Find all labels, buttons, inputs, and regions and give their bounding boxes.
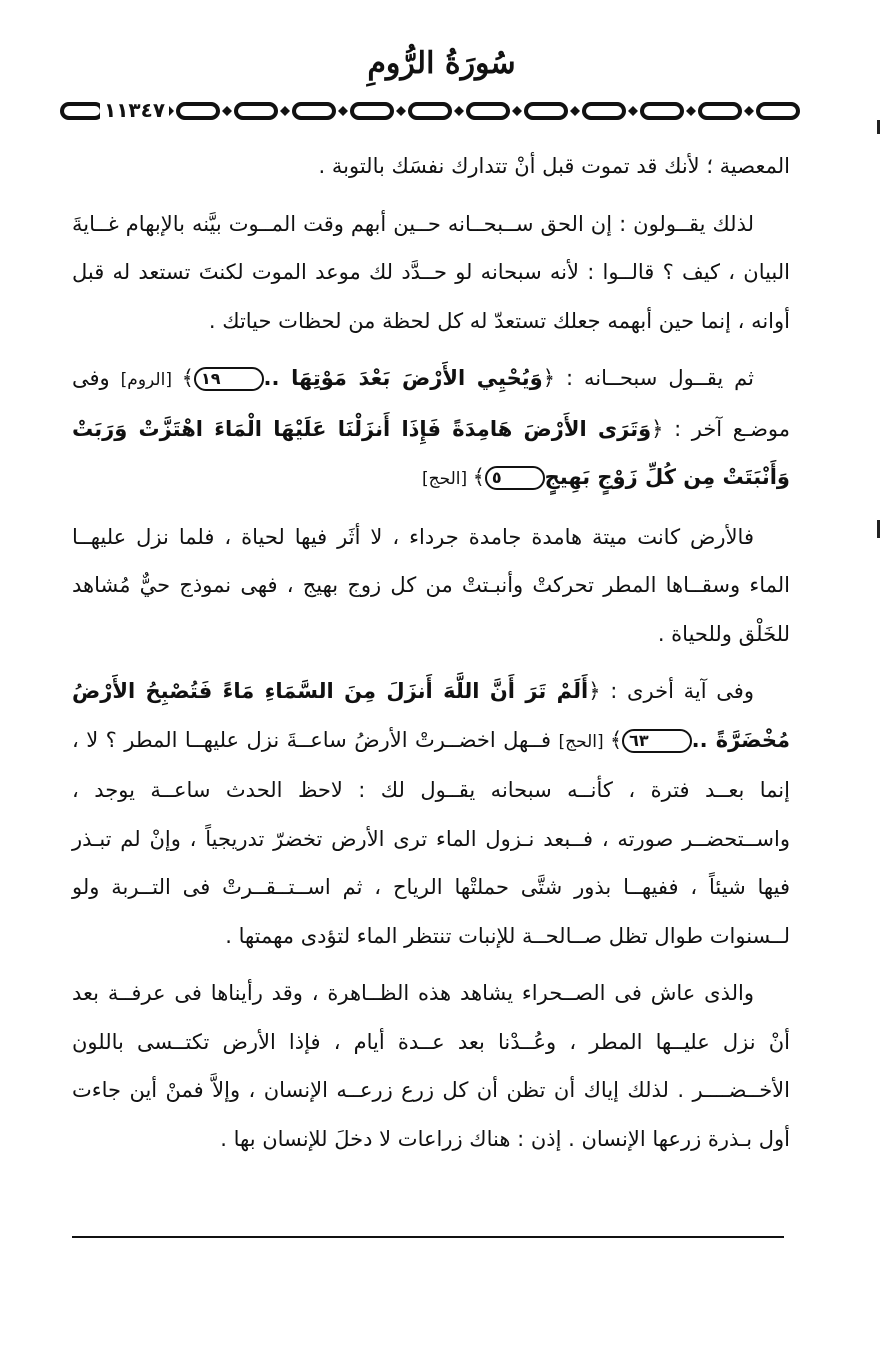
chain-link bbox=[410, 104, 450, 118]
paragraph bbox=[72, 354, 790, 504]
chain-diamond bbox=[396, 106, 406, 116]
paragraph bbox=[72, 969, 790, 1163]
chain-link bbox=[642, 104, 682, 118]
chain-diamond bbox=[570, 106, 580, 116]
chain-link bbox=[62, 104, 102, 118]
chain-link bbox=[526, 104, 566, 118]
chain-diamond bbox=[280, 106, 290, 116]
ornamental-header-rule bbox=[58, 96, 803, 126]
chain-diamond bbox=[222, 106, 232, 116]
verse-number: ٦٣ bbox=[622, 729, 692, 753]
chain-link bbox=[352, 104, 392, 118]
chain-link bbox=[700, 104, 740, 118]
paragraph bbox=[72, 667, 790, 960]
verse-bracket: ﴿ bbox=[542, 366, 555, 390]
chain-diamond bbox=[628, 106, 638, 116]
chain-link bbox=[758, 104, 798, 118]
quran-verse: وَتَرَى الأَرْضَ هَامِدَةً فَإِذَا أَنزَلْنَا عَلَيْهَا الْمَاءَ اهْتَزَّتْ وَرَبَتْ وَأَنْبَتَتْ مِن كُلِّ زَوْجٍ بَهِيجٍ bbox=[72, 416, 790, 489]
chain-link bbox=[468, 104, 508, 118]
paragraph bbox=[72, 200, 790, 346]
chain-link bbox=[294, 104, 334, 118]
chain-link bbox=[178, 104, 218, 118]
scan-edge-mark bbox=[877, 120, 880, 134]
paragraph-text: المعصية ؛ لأنك قد تموت قبل أنْ تتدارك نفسَك بالتوبة . bbox=[318, 154, 790, 178]
body-text bbox=[72, 142, 790, 1163]
verse-bracket: ﴾ bbox=[181, 366, 194, 390]
verse-bracket: ﴿ bbox=[651, 416, 664, 441]
paragraph-text: ثم يقــول سبحــانه : bbox=[555, 366, 755, 390]
chain-link bbox=[236, 104, 276, 118]
surah-reference: [الروم] bbox=[120, 370, 182, 390]
chain-link bbox=[584, 104, 624, 118]
chain-diamond bbox=[744, 106, 754, 116]
verse-bracket: ﴾ bbox=[609, 727, 623, 752]
paragraph-text: والذى عاش فى الصــحراء يشاهد هذه الظــاهرة ، وقد رأيناها فى عرفــة بعد أنْ نزل عليــها المطر ، وعُــدْنا بعد عــدة أيام ، فإذا الأرض تكتــسى باللون الأخــضــــر . لذلك إياك أن تظن أن كل زرع زرعــه الإنسان ، وإلاَّ فمنْ أين جاءت أول بـذرة زرعها الإنسان . إذن : هناك زراعات لا دخلَ للإنسان بها . bbox=[72, 981, 790, 1151]
surah-reference: [الحج] bbox=[422, 469, 473, 489]
paragraph bbox=[72, 513, 790, 659]
surah-reference: [الحج] bbox=[558, 731, 610, 752]
paragraph-text: فالأرض كانت ميتة هامدة جامدة جرداء ، لا أثَر فيها لحياة ، فلما نزل عليهــا الماء وسقــاها المطر تحركتْ وأنبـتتْ من كل زوج بهيج ، فهى نموذج حيٌّ مُشاهد للخَلْق وللحياة . bbox=[72, 524, 790, 646]
quran-verse: أَلَمْ تَرَ أَنَّ اللَّهَ أَنزَلَ مِنَ السَّمَاءِ مَاءً فَتُصْبِحُ الأَرْضُ مُخْضَرَّةً .. bbox=[72, 679, 790, 752]
paragraph-text: وفى موضـع آخر : bbox=[72, 366, 791, 441]
chain-diamond bbox=[686, 106, 696, 116]
chain-diamond bbox=[454, 106, 464, 116]
paragraph bbox=[72, 142, 790, 191]
paragraph-text: وفى آية أخرى : bbox=[600, 679, 754, 703]
chain-diamond bbox=[338, 106, 348, 116]
paragraph-text: لذلك يقــولون : إن الحق ســبحــانه حــين أبهم وقت المــوت بيَّنه بالإبهام غــايةَ البيان ، كيف ؟ قالــوا : لأنه سبحانه لو حــدَّد لك موعد الموت لكنتَ تستعد له قبل أوانه ، إنما حين أبهمه جعلك تستعدّ له كل لحظة من لحظات حياتك . bbox=[72, 211, 790, 333]
quran-verse: وَيُحْيِي الأَرْضَ بَعْدَ مَوْتِهَا .. bbox=[263, 366, 543, 390]
verse-bracket: ﴾ bbox=[472, 465, 485, 489]
page-number: ١١٣٤٧ bbox=[100, 98, 169, 122]
scan-edge-mark bbox=[877, 520, 880, 538]
verse-number: ٥ bbox=[485, 466, 545, 490]
surah-title: سُورَةُ الرُّومِ bbox=[367, 46, 516, 81]
verse-number: ١٩ bbox=[194, 367, 264, 391]
footer-rule bbox=[72, 1236, 784, 1238]
paragraph-text: فــهل اخضــرتْ الأرضُ ساعــةَ نزل عليهــا المطر ؟ لا ، إنما بعــد فترة ، كأنــه سبحانه يقــول لك : لاحظ الحدث ساعــة يوجد ، واســتحضــر صورته ، فــبعد نـزول الماء ترى الأرض تخضرّ تدريجياً ، وإنْ لم تبـذر فيها شيئاً ، ففيهــا بذور شتَّى حملتْها الرياح ، ثم اســتــقــرتْ فى التــربة ولو لــسنوات طوال تظل صــالحــة للإنبات تنتظر الماء لتؤدى مهمتها . bbox=[72, 727, 790, 948]
chain-diamond bbox=[512, 106, 522, 116]
verse-bracket: ﴿ bbox=[588, 679, 601, 703]
